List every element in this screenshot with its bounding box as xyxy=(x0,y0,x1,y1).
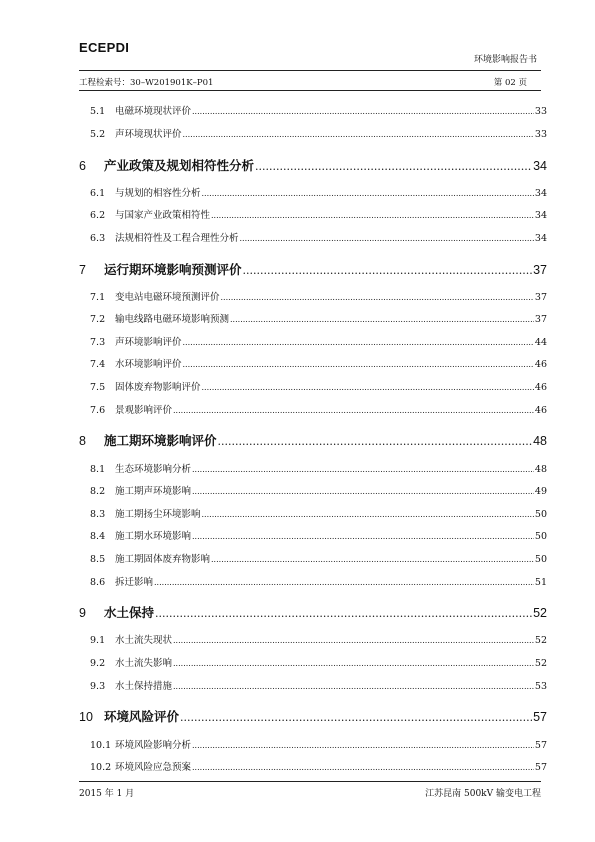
toc-entry-number: 7.1 xyxy=(90,292,106,303)
toc-entry-page: 48 xyxy=(534,464,547,475)
toc-dot-leader xyxy=(173,682,534,691)
toc-entry-page: 34 xyxy=(533,159,547,173)
toc-section-entry xyxy=(79,655,547,669)
toc-entry-title: 电磁环境现状评价 xyxy=(115,106,192,117)
toc-dot-leader xyxy=(211,555,534,564)
toc-entry-number: 9.3 xyxy=(90,681,106,692)
toc-entry-title: 水土保持措施 xyxy=(115,681,173,692)
toc-entry-page: 49 xyxy=(534,486,547,497)
toc-entry-title: 与规划的相容性分析 xyxy=(115,188,201,199)
toc-dot-leader xyxy=(155,607,532,620)
toc-entry-number: 7.2 xyxy=(90,314,106,325)
toc-dot-leader xyxy=(173,636,534,645)
toc-section-entry xyxy=(79,289,547,303)
toc-entry-page: 57 xyxy=(534,762,547,773)
toc-dot-leader xyxy=(202,189,534,198)
toc-entry-title: 声环境影响评价 xyxy=(115,337,182,348)
toc-dot-leader xyxy=(183,338,534,347)
toc-entry-number: 7 xyxy=(79,263,86,277)
toc-entry-title: 水土流失影响 xyxy=(115,658,173,669)
toc-entry-number: 8.3 xyxy=(90,509,106,520)
header-divider-secondary xyxy=(79,90,541,91)
toc-section-entry xyxy=(79,551,547,565)
toc-dot-leader xyxy=(154,578,534,587)
toc-entry-page: 46 xyxy=(534,382,547,393)
toc-entry-title: 与国家产业政策相符性 xyxy=(115,210,211,221)
toc-entry-number: 6.2 xyxy=(90,210,106,221)
toc-chapter-entry xyxy=(79,260,547,278)
toc-section-entry xyxy=(79,402,547,416)
toc-entry-page: 34 xyxy=(534,233,547,244)
toc-entry-title: 环境风险评价 xyxy=(104,709,180,724)
toc-dot-leader xyxy=(180,711,532,724)
toc-entry-page: 52 xyxy=(533,606,547,620)
toc-dot-leader xyxy=(173,659,534,668)
toc-entry-number: 9.1 xyxy=(90,635,106,646)
toc-entry-title: 运行期环境影响预测评价 xyxy=(104,262,242,277)
toc-entry-number: 7.6 xyxy=(90,405,106,416)
toc-entry-page: 57 xyxy=(533,710,547,724)
toc-entry-number: 5.1 xyxy=(90,106,106,117)
toc-entry-number: 8.6 xyxy=(90,577,106,588)
toc-entry-page: 52 xyxy=(534,658,547,669)
toc-section-entry xyxy=(79,311,547,325)
toc-dot-leader xyxy=(183,130,534,139)
toc-entry-page: 34 xyxy=(534,188,547,199)
toc-entry-page: 44 xyxy=(534,337,547,348)
toc-entry-title: 输电线路电磁环境影响预测 xyxy=(115,314,230,325)
toc-entry-number: 7.3 xyxy=(90,337,106,348)
toc-entry-title: 变电站电磁环境预测评价 xyxy=(115,292,220,303)
toc-dot-leader xyxy=(202,510,534,519)
toc-section-entry xyxy=(79,737,547,751)
toc-entry-title: 施工期声环境影响 xyxy=(115,486,192,497)
toc-entry-title: 景观影响评价 xyxy=(115,405,173,416)
toc-section-entry xyxy=(79,574,547,588)
toc-entry-number: 10.2 xyxy=(90,762,112,773)
toc-entry-title: 生态环境影响分析 xyxy=(115,464,192,475)
project-number: 工程检索号：30–W201901K–P01 xyxy=(79,78,214,88)
toc-entry-number: 8.4 xyxy=(90,531,106,542)
toc-entry-title: 施工期扬尘环境影响 xyxy=(115,509,201,520)
brand-logo-text: ECEPDI xyxy=(79,40,130,55)
toc-entry-title: 水土保持 xyxy=(104,605,155,620)
toc-dot-leader xyxy=(173,406,534,415)
toc-section-entry xyxy=(79,230,547,244)
toc-section-entry xyxy=(79,356,547,370)
toc-chapter-entry xyxy=(79,431,547,449)
toc-chapter-entry xyxy=(79,156,547,174)
toc-entry-number: 8.1 xyxy=(90,464,106,475)
toc-dot-leader xyxy=(192,741,534,750)
toc-entry-number: 7.4 xyxy=(90,359,106,370)
toc-entry-page: 37 xyxy=(533,263,547,277)
toc-dot-leader xyxy=(243,264,533,277)
toc-entry-page: 34 xyxy=(534,210,547,221)
footer-project-name: 江苏昆南 500kV 输变电工程 xyxy=(425,789,541,799)
toc-entry-number: 10 xyxy=(79,710,93,724)
toc-entry-title: 水土流失现状 xyxy=(115,635,173,646)
toc-section-entry xyxy=(79,207,547,221)
toc-dot-leader xyxy=(221,293,534,302)
toc-entry-page: 50 xyxy=(534,554,547,565)
header-divider xyxy=(79,70,541,71)
footer-date: 2015 年 1 月 xyxy=(79,789,135,799)
toc-entry-number: 8 xyxy=(79,434,86,448)
toc-section-entry xyxy=(79,334,547,348)
toc-dot-leader xyxy=(192,465,534,474)
toc-entry-page: 50 xyxy=(534,509,547,520)
toc-entry-title: 施工期水环境影响 xyxy=(115,531,192,542)
toc-dot-leader xyxy=(192,763,534,772)
toc-entry-number: 6.1 xyxy=(90,188,106,199)
toc-entry-page: 37 xyxy=(534,314,547,325)
toc-chapter-entry xyxy=(79,603,547,621)
toc-section-entry xyxy=(79,483,547,497)
toc-section-entry xyxy=(79,126,547,140)
toc-chapter-entry xyxy=(79,707,547,725)
toc-entry-page: 53 xyxy=(534,681,547,692)
toc-dot-leader xyxy=(255,160,532,173)
toc-dot-leader xyxy=(192,532,534,541)
toc-entry-page: 46 xyxy=(534,405,547,416)
toc-entry-number: 10.1 xyxy=(90,740,112,751)
toc-dot-leader xyxy=(218,435,533,448)
toc-section-entry xyxy=(79,185,547,199)
toc-section-entry xyxy=(79,103,547,117)
toc-section-entry xyxy=(79,379,547,393)
toc-dot-leader xyxy=(202,383,534,392)
document-type: 环境影响报告书 xyxy=(473,55,537,65)
toc-entry-title: 法规相符性及工程合理性分析 xyxy=(115,233,239,244)
toc-entry-number: 9.2 xyxy=(90,658,106,669)
toc-entry-page: 52 xyxy=(534,635,547,646)
toc-dot-leader xyxy=(183,360,534,369)
toc-entry-number: 9 xyxy=(79,606,86,620)
toc-dot-leader xyxy=(230,315,534,324)
toc-section-entry xyxy=(79,461,547,475)
toc-entry-title: 施工期环境影响评价 xyxy=(104,433,217,448)
toc-entry-number: 8.5 xyxy=(90,554,106,565)
toc-entry-title: 施工期固体废弃物影响 xyxy=(115,554,211,565)
toc-entry-title: 水环境影响评价 xyxy=(115,359,182,370)
toc-section-entry xyxy=(79,528,547,542)
toc-section-entry xyxy=(79,678,547,692)
toc-entry-page: 33 xyxy=(534,129,547,140)
toc-dot-leader xyxy=(192,487,534,496)
toc-section-entry xyxy=(79,759,547,773)
toc-entry-page: 33 xyxy=(534,106,547,117)
toc-entry-title: 环境风险应急预案 xyxy=(115,762,192,773)
page-number: 第 02 页 xyxy=(493,78,527,88)
toc-entry-page: 51 xyxy=(534,577,547,588)
toc-entry-title: 固体废弃物影响评价 xyxy=(115,382,201,393)
toc-entry-title: 产业政策及规划相符性分析 xyxy=(104,158,255,173)
toc-section-entry xyxy=(79,632,547,646)
toc-entry-page: 37 xyxy=(534,292,547,303)
toc-entry-number: 7.5 xyxy=(90,382,106,393)
toc-entry-number: 6.3 xyxy=(90,233,106,244)
toc-entry-number: 6 xyxy=(79,159,86,173)
toc-entry-title: 声环境现状评价 xyxy=(115,129,182,140)
toc-entry-page: 46 xyxy=(534,359,547,370)
toc-entry-title: 拆迁影响 xyxy=(115,577,154,588)
toc-entry-page: 57 xyxy=(534,740,547,751)
toc-section-entry xyxy=(79,506,547,520)
toc-dot-leader xyxy=(240,234,534,243)
toc-dot-leader xyxy=(192,107,534,116)
toc-entry-number: 5.2 xyxy=(90,129,106,140)
toc-entry-page: 48 xyxy=(533,434,547,448)
footer-divider xyxy=(79,781,541,782)
toc-dot-leader xyxy=(211,211,534,220)
toc-entry-number: 8.2 xyxy=(90,486,106,497)
toc-entry-page: 50 xyxy=(534,531,547,542)
toc-entry-title: 环境风险影响分析 xyxy=(115,740,192,751)
